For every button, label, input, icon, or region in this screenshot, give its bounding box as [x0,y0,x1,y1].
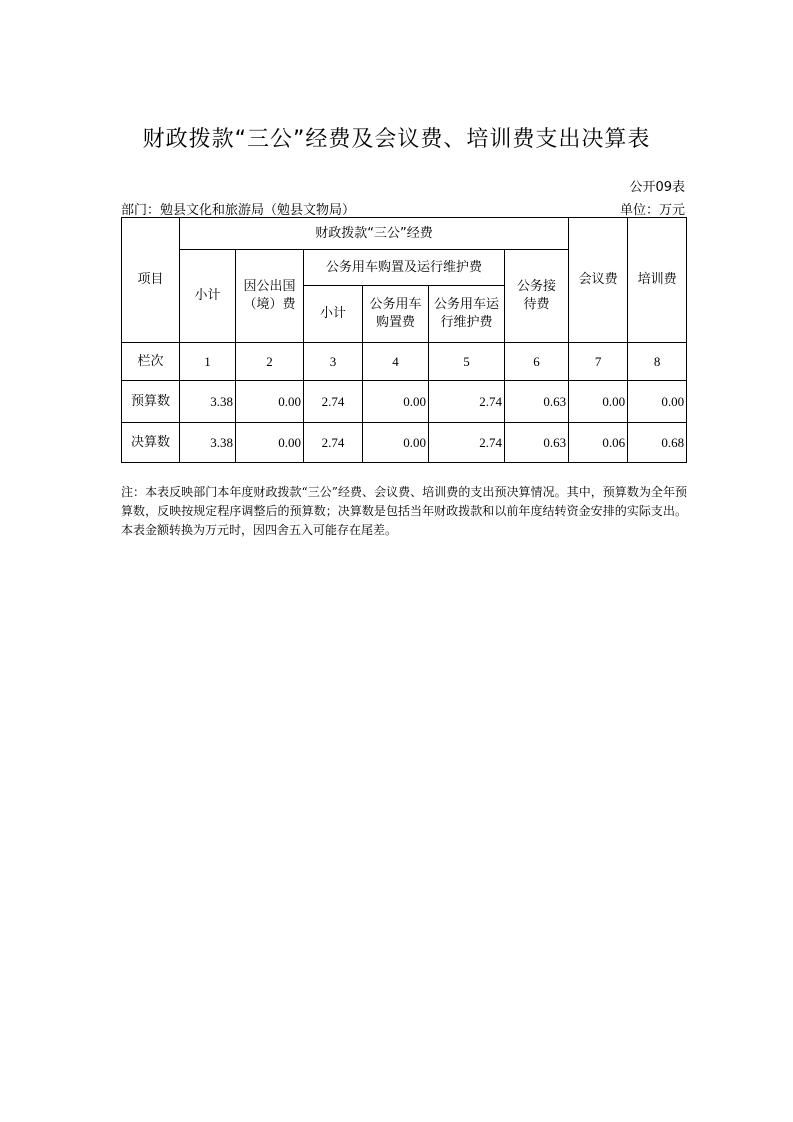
table-cell: 0.68 [628,423,687,463]
header-vehicle-subtotal: 小计 [304,286,363,343]
header-training-fee: 培训费 [628,218,687,343]
table-cell: 1 [180,343,236,381]
table-cell: 0.00 [236,423,304,463]
form-number: 公开09表 [629,180,685,195]
table-row [122,381,687,423]
header-subtotal: 小计 [180,250,236,343]
table-cell: 7 [569,343,628,381]
header-three-public-funds: 财政拨款“三公”经费 [180,218,569,250]
table-cell: 3.38 [180,381,236,423]
header-vehicle-purchase: 公务用车购置费 [363,286,429,343]
header-abroad-fee: 因公出国（境）费 [236,250,304,343]
table-cell: 0.00 [236,381,304,423]
table-cell: 0.06 [569,423,628,463]
header-item: 项目 [122,218,180,343]
header-vehicle-group: 公务用车购置及运行维护费 [304,250,505,286]
table-cell: 0.00 [628,381,687,423]
row-label: 栏次 [122,343,180,381]
department-label: 部门：勉县文化和旅游局（勉县文物局） [121,203,356,218]
expenditure-table [121,217,687,463]
table-cell: 4 [363,343,429,381]
unit-label: 单位：万元 [619,203,685,218]
page-title: 财政拨款“三公”经费及会议费、培训费支出决算表 [142,127,651,152]
header-reception-fee: 公务接待费 [505,250,569,343]
table-cell: 2.74 [304,423,363,463]
header-vehicle-operation: 公务用车运行维护费 [429,286,505,343]
table-cell: 2 [236,343,304,381]
table-cell: 6 [505,343,569,381]
table-cell: 2.74 [304,381,363,423]
table-cell: 2.74 [429,381,505,423]
table-cell: 3 [304,343,363,381]
table-cell: 8 [628,343,687,381]
table-cell: 0.00 [363,423,429,463]
table-cell: 0.00 [569,381,628,423]
table-cell: 2.74 [429,423,505,463]
table-cell: 0.00 [363,381,429,423]
table-cell: 3.38 [180,423,236,463]
header-meeting-fee: 会议费 [569,218,628,343]
table-row [122,423,687,463]
row-label: 决算数 [122,423,180,463]
row-label: 预算数 [122,381,180,423]
table-cell: 5 [429,343,505,381]
table-row [122,343,687,381]
table-cell: 0.63 [505,381,569,423]
footnote: 注：本表反映部门本年度财政拨款“三公”经费、会议费、培训费的支出预决算情况。其中，预算数为全年预算数，反映按规定程序调整后的预算数；决算数是包括当年财政拨款和以前年度结转资金安排的实际支出。本表金额转换为万元时，因四舍五入可能存在尾差。 [121,485,687,537]
table-cell: 0.63 [505,423,569,463]
